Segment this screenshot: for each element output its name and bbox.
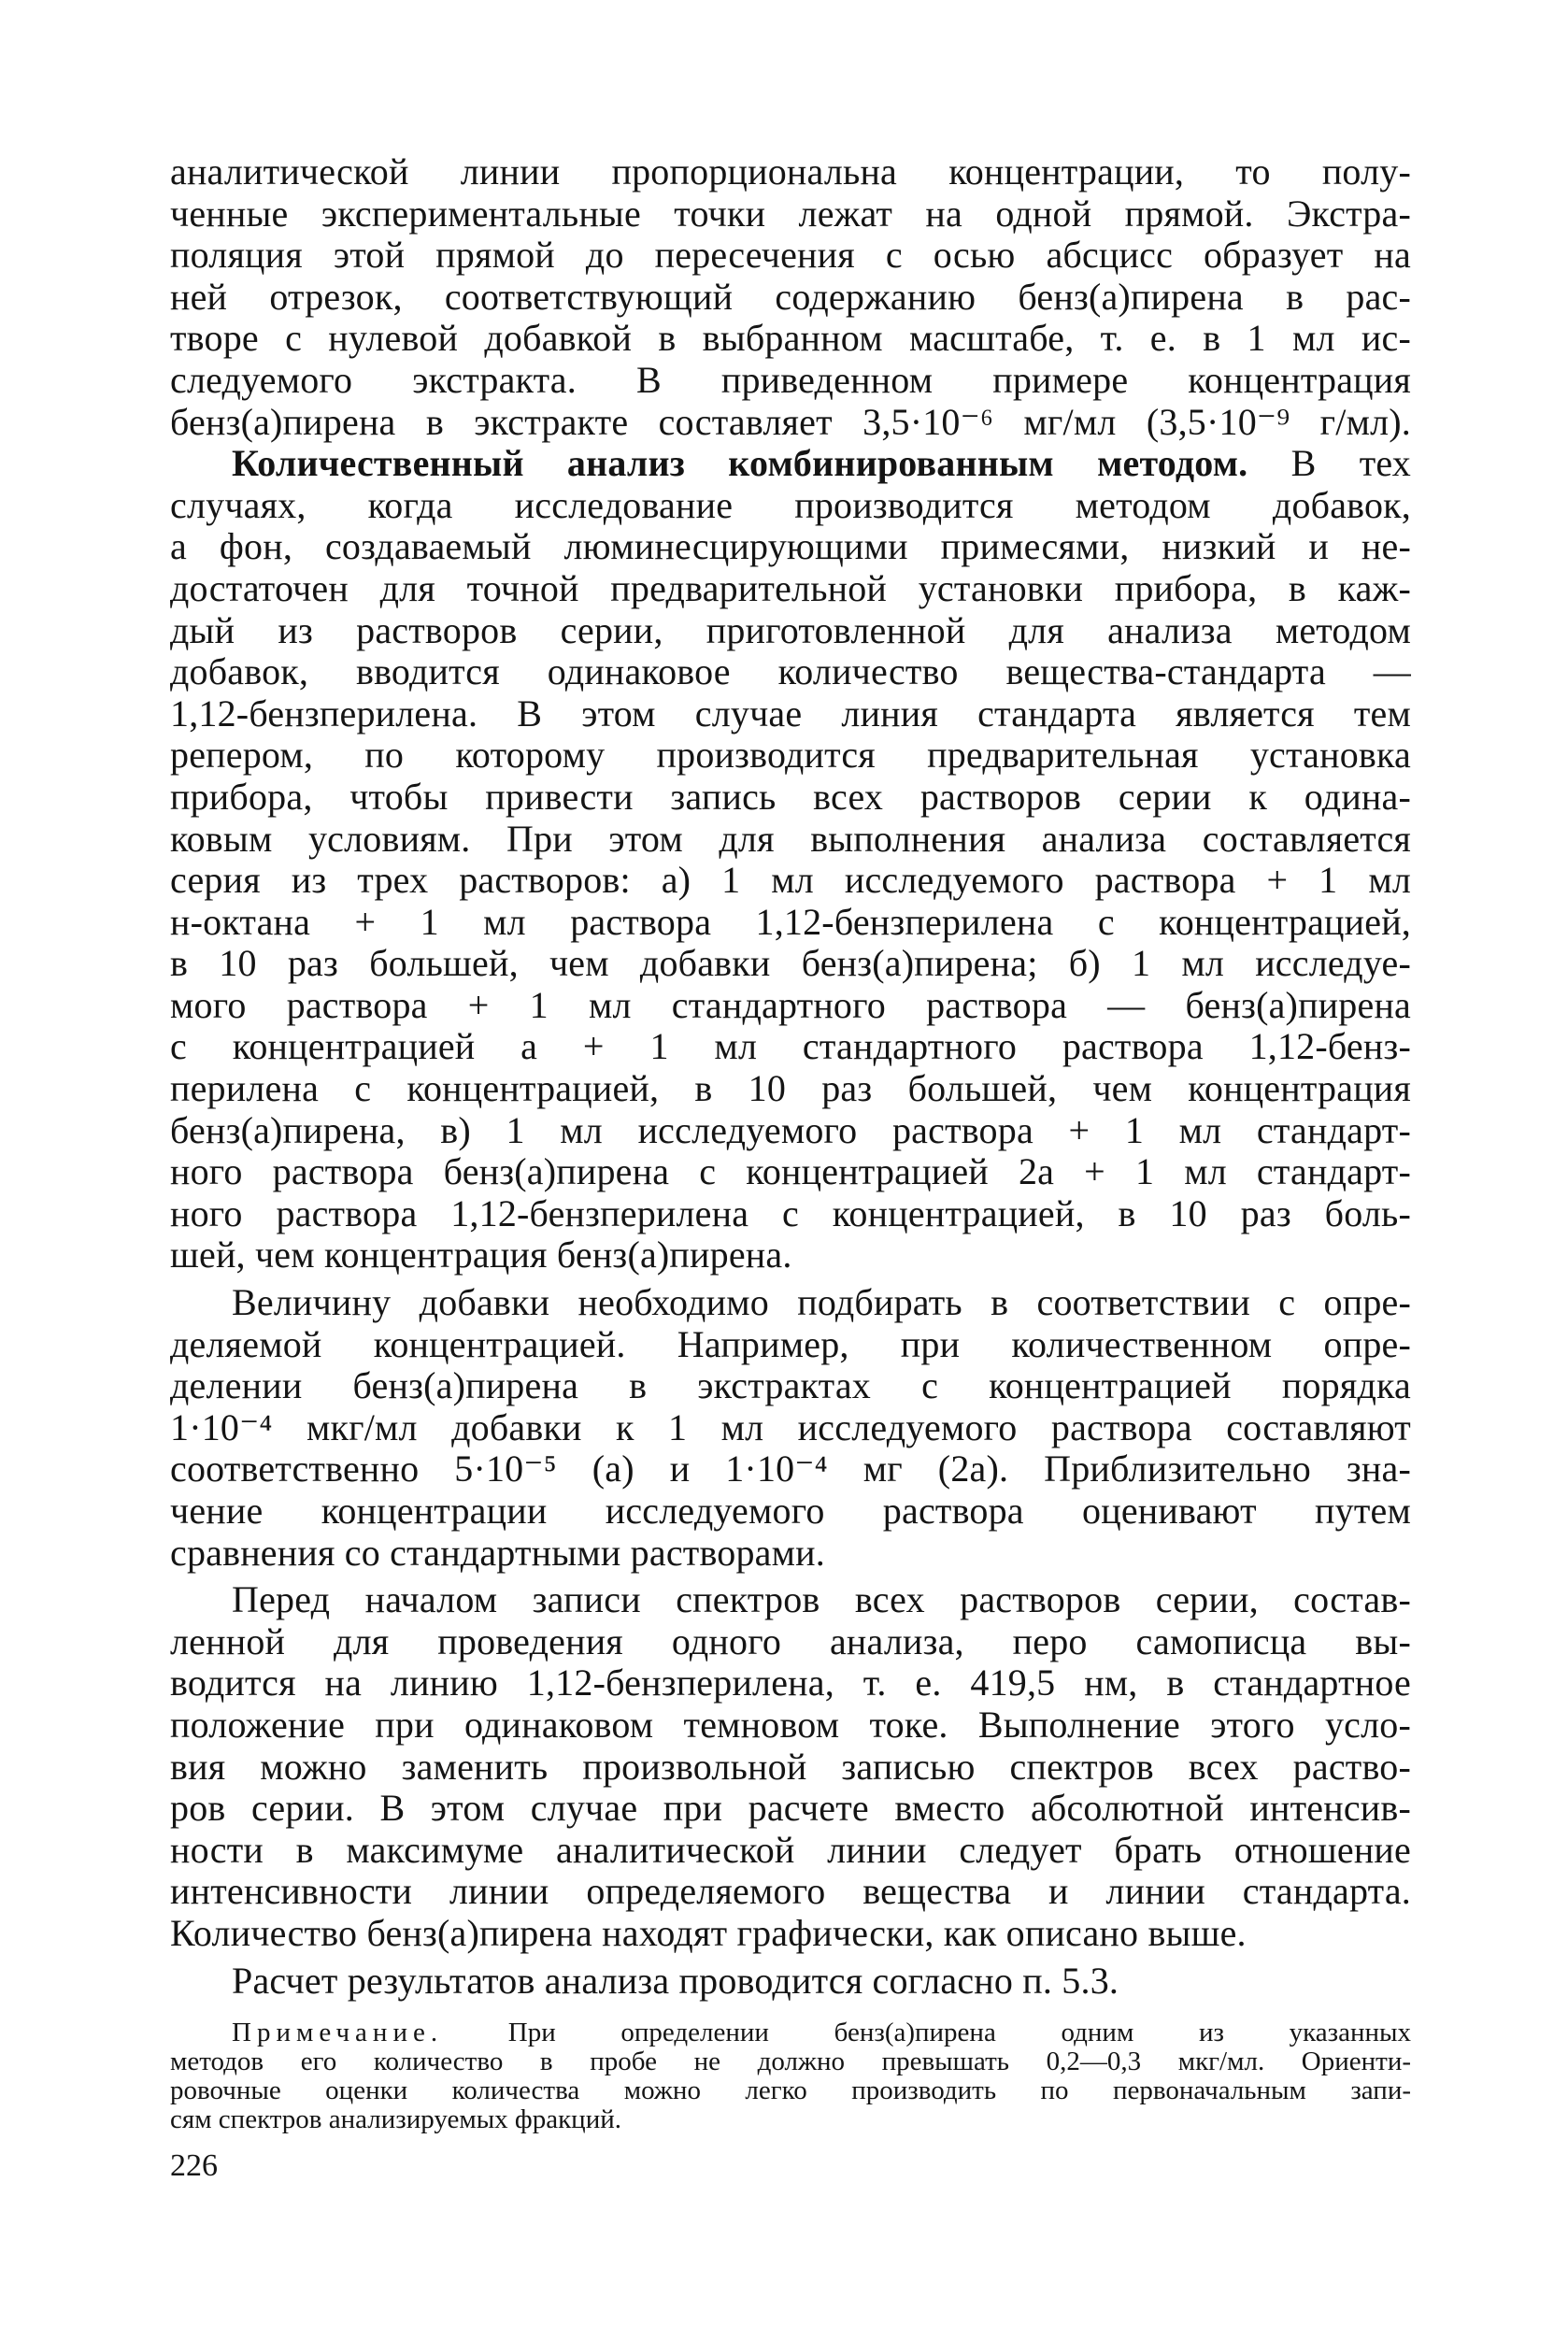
heading-line-tail: В тех bbox=[1290, 442, 1411, 485]
text-line: сравнения со стандартными растворами. bbox=[170, 1531, 825, 1574]
text-line: достаточен для точной предварительной установки прибора, в каж- bbox=[170, 566, 1411, 609]
text-line: серия из трех растворов: а) 1 мл исследуемого раствора + 1 мл bbox=[170, 859, 1411, 902]
text-line: Величину добавки необходимо подбирать в соответствии с опре- bbox=[232, 1281, 1411, 1324]
text-line: н-октана + 1 мл раствора 1,12-бензперилена с концентрацией, bbox=[170, 900, 1411, 943]
text-line: 1·10⁻⁴ мкг/мл добавки к 1 мл исследуемого раствора составляют bbox=[170, 1405, 1411, 1448]
text-line: мого раствора + 1 мл стандартного раствора — бенз(а)пирена bbox=[170, 983, 1411, 1026]
text-line: водится на линию 1,12-бензперилена, т. е. 419,5 нм, в стандартное bbox=[170, 1662, 1411, 1704]
text-line: ности в максимуме аналитической линии следует брать отношение bbox=[170, 1828, 1411, 1871]
footnote-line bbox=[170, 2018, 1411, 2047]
text-line: репером, по которому производится предварительная установка bbox=[170, 734, 1411, 777]
text-line: соответственно 5·10⁻⁵ (а) и 1·10⁻⁴ мг (2а). Приблизительно зна- bbox=[170, 1448, 1411, 1490]
text-line: бенз(а)пирена, в) 1 мл исследуемого раствора + 1 мл стандарт- bbox=[170, 1108, 1411, 1151]
document-page bbox=[170, 151, 1411, 2185]
text-line: ного раствора бенз(а)пирена с концентрацией 2а + 1 мл стандарт- bbox=[170, 1150, 1411, 1193]
paragraph-5 bbox=[170, 1961, 1411, 2003]
page-number: 226 bbox=[170, 2148, 218, 2184]
text-line: добавок, вводится одинаковое количество вещества-стандарта — bbox=[170, 650, 1411, 693]
text-line: случаях, когда исследование производится методом добавок, bbox=[170, 483, 1411, 526]
text-line: поляция этой прямой до пересечения с осью абсцисс образует на bbox=[170, 234, 1411, 277]
text-line: деляемой концентрацией. Например, при количественном опре- bbox=[170, 1322, 1411, 1365]
text-line: с концентрацией а + 1 мл стандартного раствора 1,12-бенз- bbox=[170, 1025, 1411, 1068]
footnote-line: сям спектров анализируемых фракций. bbox=[170, 2104, 621, 2135]
text-line: аналитической линии пропорциональна концентрации, то полу- bbox=[170, 150, 1411, 193]
footnote bbox=[170, 2018, 1411, 2134]
text-line: положение при одинаковом темновом токе. Выполнение этого усло- bbox=[170, 1703, 1411, 1746]
text-line: а фон, создаваемый люминесцирующими примесями, низкий и не- bbox=[170, 525, 1411, 568]
text-line bbox=[170, 443, 1411, 485]
text-line: ченные экспериментальные точки лежат на одной прямой. Экстра- bbox=[170, 192, 1411, 235]
footnote-line: ровочные оценки количества можно легко производить по первоначальным запи- bbox=[170, 2075, 1411, 2106]
footnote-label: Примечание. bbox=[232, 2018, 444, 2048]
text-line: перилена с концентрацией, в 10 раз большей, чем концентрация bbox=[170, 1067, 1411, 1110]
text-line: в 10 раз большей, чем добавки бенз(а)пирена; б) 1 мл исследуе- bbox=[170, 942, 1411, 985]
text-line: Перед началом записи спектров всех растворов серии, состав- bbox=[232, 1578, 1411, 1621]
footnote-line-tail: При определении бенз(а)пирена одним из указанных bbox=[507, 2018, 1411, 2048]
text-line: ленной для проведения одного анализа, перо самописца вы- bbox=[170, 1619, 1411, 1662]
text-line: делении бенз(а)пирена в экстрактах с концентрацией порядка bbox=[170, 1364, 1411, 1407]
paragraph-3 bbox=[170, 1282, 1411, 1574]
text-line: чение концентрации исследуемого раствора оценивают путем bbox=[170, 1490, 1411, 1532]
footnote-line: методов его количество в пробе не должно превышать 0,2—0,3 мкг/мл. Ориенти- bbox=[170, 2047, 1411, 2077]
paragraph-4 bbox=[170, 1579, 1411, 1954]
text-line: шей, чем концентрация бенз(а)пирена. bbox=[170, 1234, 792, 1276]
text-line: 1,12-бензперилена. В этом случае линия стандарта является тем bbox=[170, 692, 1411, 735]
text-line: ров серии. В этом случае при расчете вместо абсолютной интенсив- bbox=[170, 1787, 1411, 1830]
text-line: прибора, чтобы привести запись всех растворов серии к одина- bbox=[170, 775, 1411, 818]
text-line: следуемого экстракта. В приведенном примере концентрация bbox=[170, 358, 1411, 401]
text-line: ней отрезок, соответствующий содержанию бенз(а)пирена в рас- bbox=[170, 275, 1411, 318]
text-line: интенсивности линии определяемого вещества и линии стандарта. bbox=[170, 1870, 1411, 1913]
paragraph-1 bbox=[170, 151, 1411, 443]
paragraph-2 bbox=[170, 443, 1411, 1276]
text-line: ковым условиям. При этом для выполнения анализа составляется bbox=[170, 817, 1411, 860]
text-line: творе с нулевой добавкой в выбранном масштабе, т. е. в 1 мл ис- bbox=[170, 317, 1411, 360]
text-line: вия можно заменить произвольной записью спектров всех раство- bbox=[170, 1745, 1411, 1788]
text-line: ного раствора 1,12-бензперилена с концентрацией, в 10 раз боль- bbox=[170, 1191, 1411, 1234]
text-line: бенз(а)пирена в экстракте составляет 3,5·10⁻⁶ мг/мл (3,5·10⁻⁹ г/мл). bbox=[170, 400, 1411, 443]
text-line: дый из растворов серии, приготовленной для анализа методом bbox=[170, 608, 1411, 651]
text-line: Расчет результатов анализа проводится согласно п. 5.3. bbox=[232, 1959, 1119, 2002]
text-line: Количество бенз(а)пирена находят графически, как описано выше. bbox=[170, 1911, 1247, 1954]
section-heading: Количественный анализ комбинированным методом. bbox=[232, 442, 1248, 485]
